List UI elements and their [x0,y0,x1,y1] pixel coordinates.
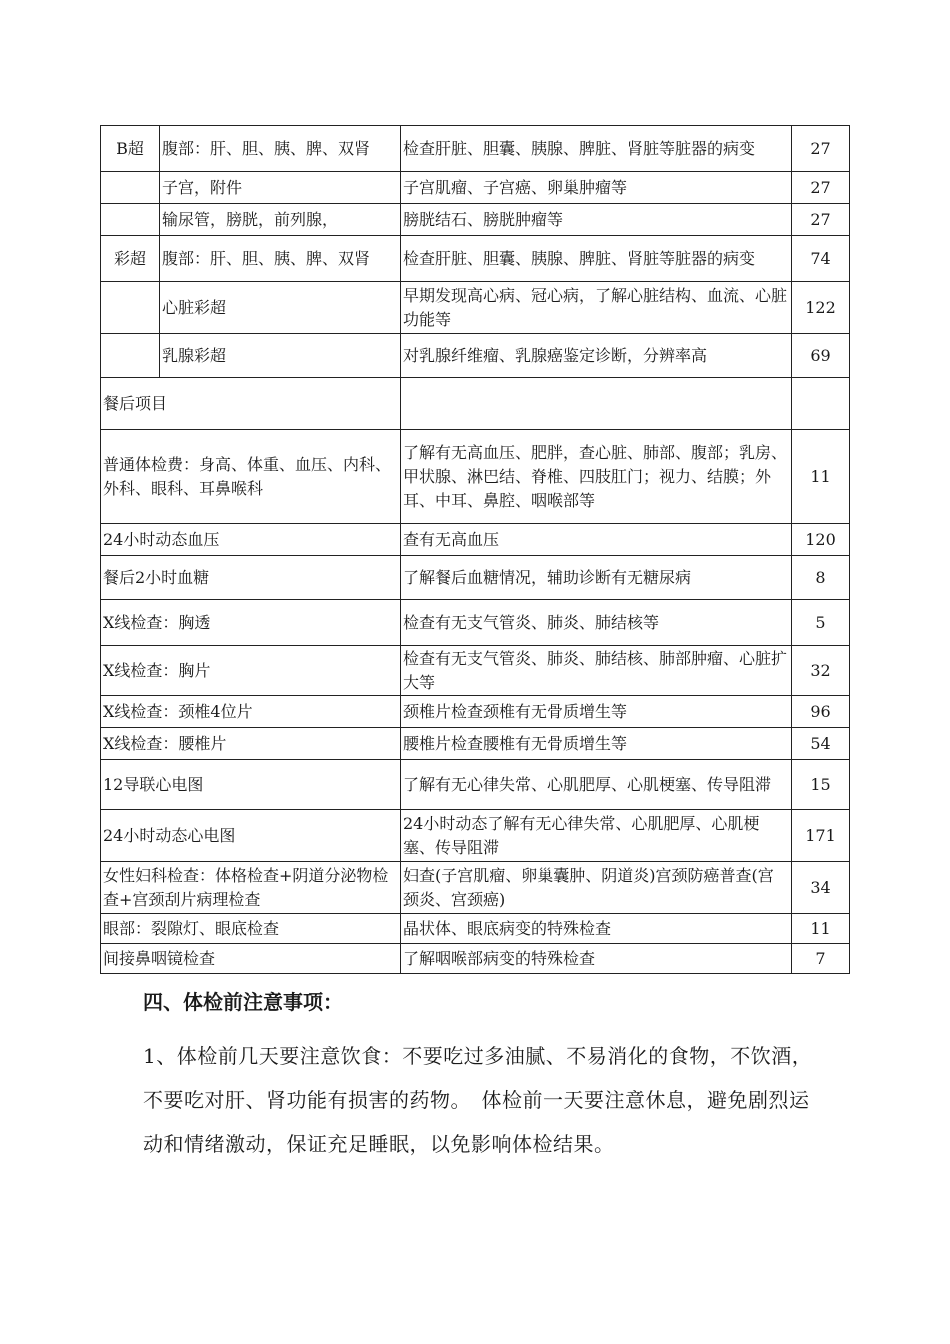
table-row [101,862,850,914]
description-cell: 膀胱结石、膀胱肿瘤等 [401,204,792,236]
item-cell: 女性妇科检查：体格检查+阴道分泌物检查+宫颈刮片病理检查 [101,862,401,914]
price-cell: 7 [792,944,850,974]
table-row [101,204,850,236]
description-cell: 晶状体、眼底病变的特殊检查 [401,914,792,944]
category-cell [101,204,160,236]
price-cell: 5 [792,600,850,646]
table-row [101,236,850,282]
item-cell: 24小时动态血压 [101,524,401,556]
description-cell: 了解咽喉部病变的特殊检查 [401,944,792,974]
table-row [101,334,850,378]
price-cell: 27 [792,126,850,172]
category-cell: B超 [101,126,160,172]
item-cell: 乳腺彩超 [160,334,401,378]
price-cell: 11 [792,914,850,944]
exam-items-table [100,125,850,974]
empty-cell [401,378,792,430]
table-row [101,944,850,974]
description-cell: 检查肝脏、胆囊、胰腺、脾脏、肾脏等脏器的病变 [401,236,792,282]
price-cell: 122 [792,282,850,334]
table-row [101,646,850,696]
category-cell [101,282,160,334]
item-cell: 24小时动态心电图 [101,810,401,862]
price-cell: 120 [792,524,850,556]
description-cell: 子宫肌瘤、子宫癌、卵巢肿瘤等 [401,172,792,204]
description-cell: 检查有无支气管炎、肺炎、肺结核等 [401,600,792,646]
item-cell: 餐后2小时血糖 [101,556,401,600]
category-cell: 彩超 [101,236,160,282]
table-row [101,914,850,944]
item-cell: 输尿管，膀胱，前列腺， [160,204,401,236]
empty-cell [792,378,850,430]
description-cell: 检查肝脏、胆囊、胰腺、脾脏、肾脏等脏器的病变 [401,126,792,172]
description-cell: 妇查(子宫肌瘤、卵巢囊肿、阴道炎)宫颈防癌普查(宫颈炎、宫颈癌) [401,862,792,914]
item-cell: X线检查：胸透 [101,600,401,646]
item-cell: 眼部：裂隙灯、眼底检查 [101,914,401,944]
price-cell: 96 [792,696,850,728]
price-cell: 54 [792,728,850,760]
description-cell: 24小时动态了解有无心律失常、心肌肥厚、心肌梗塞、传导阻滞 [401,810,792,862]
item-cell: X线检查：颈椎4位片 [101,696,401,728]
item-cell: 普通体检费：身高、体重、血压、内科、外科、眼科、耳鼻喉科 [101,430,401,524]
category-cell [101,334,160,378]
price-cell: 8 [792,556,850,600]
item-cell: 腹部：肝、胆、胰、脾、双肾 [160,126,401,172]
notes-section [143,984,823,1166]
price-cell: 69 [792,334,850,378]
description-cell: 了解有无高血压、肥胖，查心脏、肺部、腹部；乳房、甲状腺、淋巴结、脊椎、四肢肛门；视力、结膜；外耳、中耳、鼻腔、咽喉部等 [401,430,792,524]
table-row [101,556,850,600]
table-row [101,172,850,204]
table-row [101,600,850,646]
description-cell: 检查有无支气管炎、肺炎、肺结核、肺部肿瘤、心脏扩大等 [401,646,792,696]
table-row [101,524,850,556]
price-cell: 32 [792,646,850,696]
notes-paragraph: 1、体检前几天要注意饮食：不要吃过多油腻、不易消化的食物，不饮酒，不要吃对肝、肾功能有损害的药物。 体检前一天要注意休息，避免剧烈运动和情绪激动，保证充足睡眠，以免影响体检结果。 [143,1044,813,1156]
price-cell: 11 [792,430,850,524]
item-cell: X线检查：腰椎片 [101,728,401,760]
item-cell: 间接鼻咽镜检查 [101,944,401,974]
table-row [101,810,850,862]
category-cell [101,172,160,204]
table-row [101,760,850,810]
section-title: 餐后项目 [101,378,401,430]
price-cell: 27 [792,172,850,204]
price-cell: 27 [792,204,850,236]
table-row [101,696,850,728]
table-row [101,282,850,334]
item-cell: 12导联心电图 [101,760,401,810]
description-cell: 查有无高血压 [401,524,792,556]
description-cell: 了解餐后血糖情况，辅助诊断有无糖尿病 [401,556,792,600]
price-cell: 74 [792,236,850,282]
item-cell: 心脏彩超 [160,282,401,334]
description-cell: 腰椎片检查腰椎有无骨质增生等 [401,728,792,760]
table-row [101,728,850,760]
item-cell: 子宫，附件 [160,172,401,204]
item-cell: X线检查：胸片 [101,646,401,696]
description-cell: 颈椎片检查颈椎有无骨质增生等 [401,696,792,728]
description-cell: 早期发现高心病、冠心病，了解心脏结构、血流、心脏功能等 [401,282,792,334]
notes-heading: 四、体检前注意事项： [143,990,343,1014]
table-row [101,430,850,524]
item-cell: 腹部：肝、胆、胰、脾、双肾 [160,236,401,282]
description-cell: 对乳腺纤维瘤、乳腺癌鉴定诊断，分辨率高 [401,334,792,378]
price-cell: 15 [792,760,850,810]
section-row [101,378,850,430]
table-row [101,126,850,172]
price-cell: 34 [792,862,850,914]
description-cell: 了解有无心律失常、心肌肥厚、心肌梗塞、传导阻滞 [401,760,792,810]
price-cell: 171 [792,810,850,862]
